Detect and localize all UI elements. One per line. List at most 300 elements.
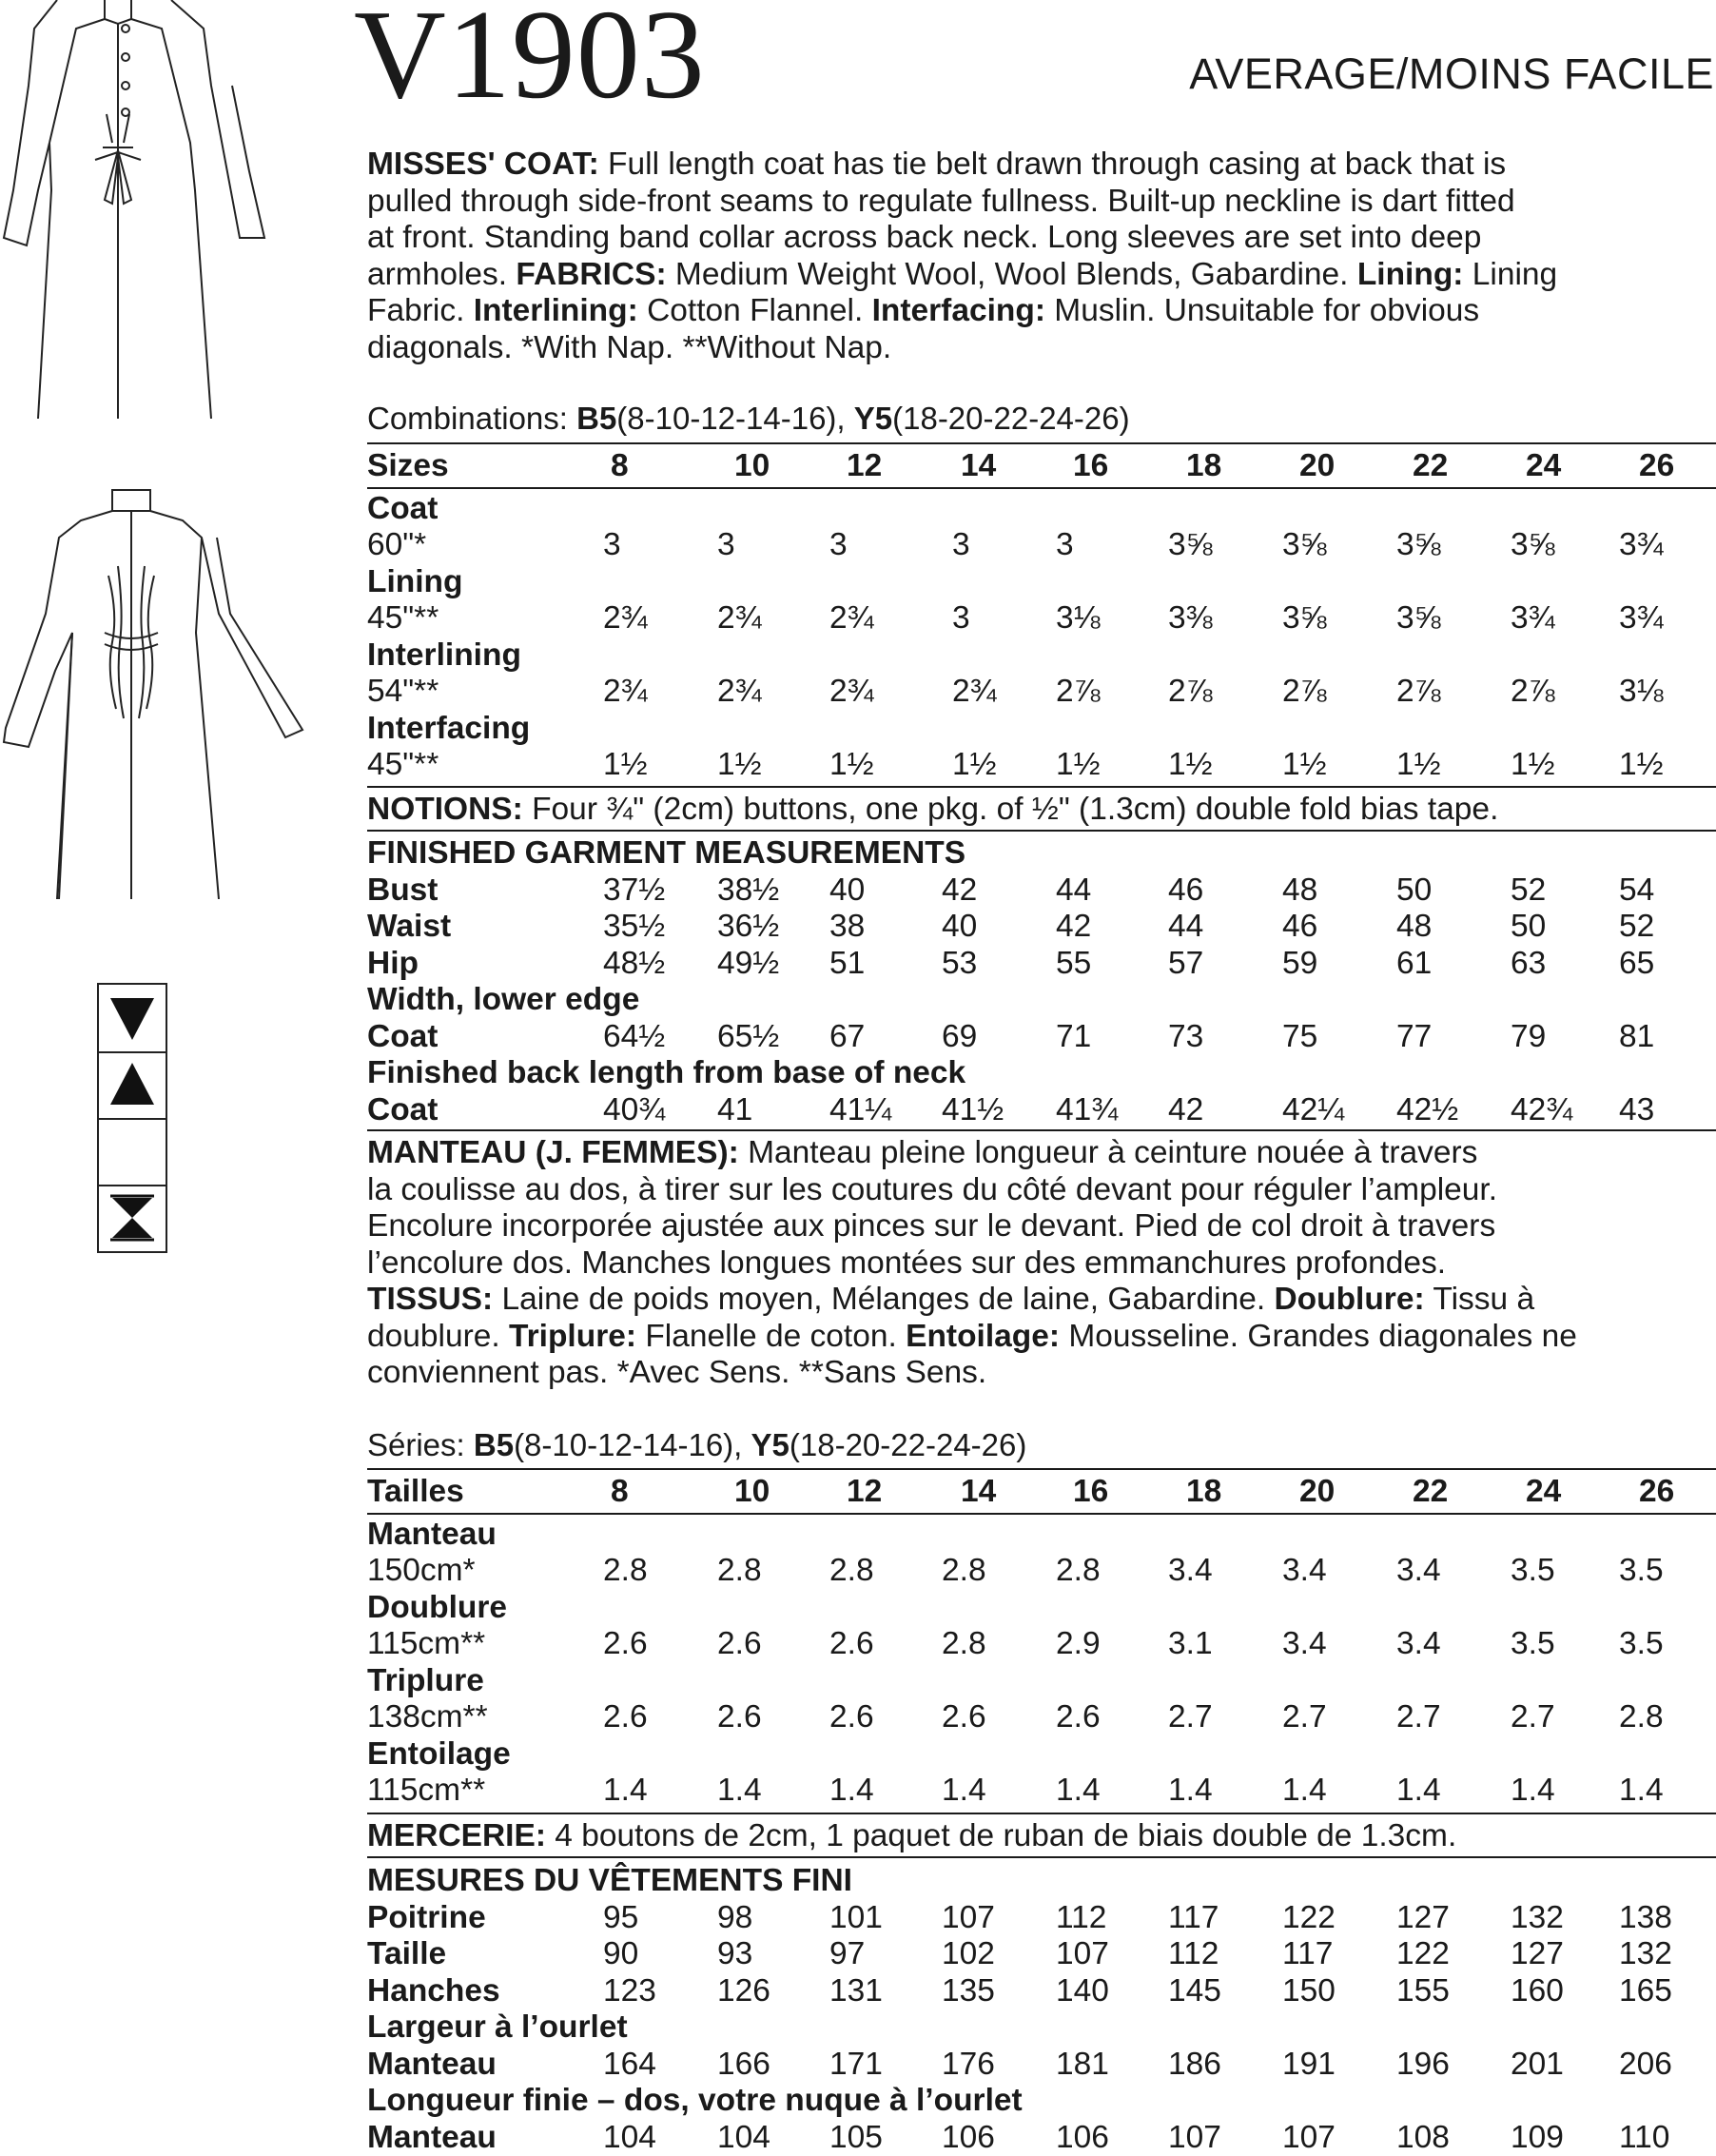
measure-6: 46: [1282, 909, 1318, 944]
fabric-yardage-row: [367, 1626, 1716, 1662]
description-line: [367, 184, 1716, 221]
description-text: at front. Standing band collar across back neck. Long sleeves are set into deep: [367, 220, 1482, 255]
yardage-8: 1½: [1511, 747, 1555, 782]
measure-1: 41: [717, 1091, 753, 1127]
description-text: doublure.: [367, 1318, 509, 1354]
size-14: 14: [961, 1474, 997, 1509]
measure-0: 104: [603, 2119, 656, 2155]
description-bold: FABRICS:: [516, 256, 667, 292]
measure-4: 55: [1056, 945, 1092, 981]
description-text: la coulisse au dos, à tirer sur les coutures du côté devant pour réguler l’ampleur.: [367, 1171, 1498, 1207]
measure-4: 181: [1056, 2046, 1109, 2082]
measure-3: 107: [942, 1899, 995, 1935]
yardage-0: 2¾: [603, 600, 648, 636]
measure-7: 122: [1396, 1936, 1450, 1971]
measure-8: 160: [1511, 1972, 1564, 2009]
measure-7: 155: [1396, 1972, 1450, 2009]
measure-6: 42¼: [1282, 1091, 1345, 1127]
yardage-6: 1½: [1282, 747, 1327, 782]
measure-8: 79: [1511, 1018, 1547, 1054]
table-rule: [367, 1129, 1716, 1131]
yardage-7: 3⅝: [1396, 600, 1441, 636]
description-text: armholes.: [367, 256, 517, 292]
size-16: 16: [1073, 1474, 1109, 1509]
combinations-line: [367, 401, 1130, 437]
combinations-text: Combinations:: [367, 401, 577, 436]
yardage-4: 2.8: [1056, 1553, 1101, 1588]
yardage-5: 3⅜: [1168, 600, 1213, 636]
yardage-1: 2.6: [717, 1626, 762, 1661]
measure-label: Coat: [367, 1018, 439, 1054]
yardage-4: 2.9: [1056, 1626, 1101, 1661]
measure-6: 117: [1282, 1936, 1334, 1971]
combinations-text: (18-20-22-24-26): [892, 401, 1130, 436]
measure-8: 109: [1511, 2119, 1564, 2155]
yardage-0: 3: [603, 527, 621, 562]
measure-label: Coat: [367, 1091, 439, 1127]
measure-6: 150: [1282, 1972, 1336, 2009]
measure-row: [367, 2047, 1716, 2083]
notions-line: [367, 1818, 1456, 1854]
yardage-6: 1.4: [1282, 1773, 1327, 1808]
measure-8: 52: [1511, 872, 1547, 908]
yardage-7: 2⅞: [1396, 674, 1441, 709]
table-rule: [367, 786, 1716, 788]
measure-3: 42: [942, 872, 978, 908]
fabric-name: Coat: [367, 491, 439, 526]
down-triangle-icon: [108, 994, 156, 1042]
description-text: Lining: [1463, 256, 1558, 292]
description-text: Manteau pleine longueur à ceinture nouée à travers: [738, 1135, 1478, 1170]
combinations-bold: B5: [576, 401, 617, 436]
yardage-5: 2⅞: [1168, 674, 1213, 709]
combinations-text: (18-20-22-24-26): [789, 1427, 1027, 1462]
measure-5: 73: [1168, 1018, 1204, 1054]
description-bold: MISSES' COAT:: [367, 147, 599, 182]
measure-title-row: [367, 982, 1716, 1018]
yardage-5: 3⅝: [1168, 527, 1213, 562]
description-text: pulled through side-front seams to regulate fullness. Built-up neckline is dart fitted: [367, 183, 1515, 219]
yardage-7: 1.4: [1396, 1773, 1441, 1808]
fabric-width: 115cm**: [367, 1773, 486, 1808]
description-text: Fabric.: [367, 293, 474, 328]
measure-0: 123: [603, 1972, 656, 2009]
size-12: 12: [847, 448, 883, 483]
yardage-8: 1.4: [1511, 1773, 1555, 1808]
size-10: 10: [734, 448, 770, 483]
measure-7: 61: [1396, 945, 1433, 981]
measure-2: 38: [829, 909, 866, 944]
measure-9: 132: [1619, 1936, 1672, 1971]
measure-7: 77: [1396, 1018, 1433, 1054]
yardage-4: 2⅞: [1056, 674, 1101, 709]
description-bold: TISSUS:: [367, 1282, 494, 1317]
combinations-text: Séries:: [367, 1427, 474, 1462]
yardage-5: 1.4: [1168, 1773, 1213, 1808]
measure-9: 165: [1619, 1972, 1672, 2009]
measure-4: 106: [1056, 2119, 1109, 2155]
measure-title-row: [367, 2083, 1716, 2119]
fabric-name: Entoilage: [367, 1736, 511, 1772]
measure-8: 201: [1511, 2046, 1564, 2082]
measure-5: 117: [1168, 1899, 1219, 1935]
fabric-width: 115cm**: [367, 1626, 486, 1661]
measure-3: 40: [942, 909, 978, 944]
measure-label: Poitrine: [367, 1899, 486, 1935]
description-line: [367, 330, 1716, 367]
description-bold: Interfacing:: [871, 293, 1045, 328]
fabric-yardage-row: [367, 600, 1716, 637]
yardage-9: 3.5: [1619, 1626, 1664, 1661]
yardage-6: 3⅝: [1282, 527, 1327, 562]
yardage-9: 3¾: [1619, 527, 1664, 562]
table-rule: [367, 1513, 1716, 1515]
yardage-3: 3: [952, 600, 970, 636]
up-triangle-icon: [108, 1061, 156, 1108]
measure-3: 102: [942, 1936, 995, 1971]
yardage-3: 2¾: [952, 674, 997, 709]
hourglass-icon: [108, 1194, 156, 1242]
measure-2: 41¼: [829, 1091, 892, 1127]
measure-5: 46: [1168, 872, 1204, 908]
size-8: 8: [611, 1474, 629, 1509]
yardage-1: 1½: [717, 747, 762, 782]
size-20: 20: [1299, 1474, 1336, 1509]
measure-9: 65: [1619, 945, 1655, 981]
fabric-yardage-row: [367, 1773, 1716, 1809]
measure-2: 105: [829, 2119, 883, 2155]
sizes-header-row: [367, 1474, 1716, 1510]
table-rule: [367, 1856, 1716, 1858]
measure-9: 52: [1619, 909, 1655, 944]
measure-0: 40¾: [603, 1091, 666, 1127]
description-line: [367, 220, 1716, 257]
fabric-name-row: [367, 564, 1716, 600]
measure-8: 63: [1511, 945, 1547, 981]
description-text: Full length coat has tie belt drawn through casing at back that is: [598, 147, 1507, 182]
measure-7: 48: [1396, 909, 1433, 944]
measure-title-row: [367, 2009, 1716, 2046]
measure-row: [367, 946, 1716, 982]
description-bold: Doublure:: [1274, 1282, 1425, 1317]
combinations-bold: Y5: [853, 401, 893, 436]
size-24: 24: [1526, 448, 1562, 483]
yardage-7: 2.7: [1396, 1699, 1441, 1735]
yardage-7: 1½: [1396, 747, 1441, 782]
measure-7: 50: [1396, 872, 1433, 908]
measure-3: 41½: [942, 1091, 1004, 1127]
combinations-bold: B5: [473, 1427, 515, 1462]
fabric-name-row: [367, 491, 1716, 527]
finished-title-row: [367, 1863, 1716, 1899]
measure-label: Manteau: [367, 2119, 497, 2155]
measure-4: 140: [1056, 1972, 1109, 2009]
measure-1: 65½: [717, 1018, 780, 1054]
description-text: Flanelle de coton.: [636, 1318, 907, 1354]
measure-0: 90: [603, 1936, 639, 1971]
measure-6: 191: [1282, 2046, 1336, 2082]
yardage-5: 2.7: [1168, 1699, 1213, 1735]
description-bold: Lining:: [1356, 256, 1464, 292]
measure-1: 98: [717, 1899, 753, 1935]
measure-1: 126: [717, 1972, 770, 2009]
yardage-0: 2¾: [603, 674, 648, 709]
combinations-text: (8-10-12-14-16),: [616, 401, 854, 436]
yardage-1: 2¾: [717, 674, 762, 709]
yardage-1: 2.6: [717, 1699, 762, 1735]
yardage-9: 1½: [1619, 747, 1664, 782]
measure-8: 132: [1511, 1899, 1564, 1935]
description-text: diagonals. *With Nap. **Without Nap.: [367, 329, 892, 365]
fabric-name: Triplure: [367, 1663, 484, 1698]
measure-row: [367, 1092, 1716, 1128]
yardage-2: 2.6: [829, 1626, 874, 1661]
measure-row: [367, 872, 1716, 909]
sizes-header-row: [367, 448, 1716, 484]
pattern-markers: [97, 983, 167, 1253]
measure-9: 138: [1619, 1899, 1672, 1935]
table-rule: [367, 487, 1716, 489]
description-text: Tissu à: [1424, 1282, 1535, 1317]
measure-0: 64½: [603, 1018, 666, 1054]
description-bold: Entoilage:: [906, 1318, 1061, 1354]
measure-row: [367, 1019, 1716, 1055]
measure-label: Bust: [367, 872, 439, 908]
description-line: [367, 1208, 1716, 1245]
measure-6: 122: [1282, 1899, 1336, 1935]
description-text: Medium Weight Wool, Wool Blends, Gabardine.: [666, 256, 1357, 292]
measure-1: 38½: [717, 872, 780, 908]
yardage-2: 1.4: [829, 1773, 874, 1808]
size-22: 22: [1413, 448, 1449, 483]
fabric-width: 150cm*: [367, 1553, 476, 1588]
measure-row: [367, 1973, 1716, 2009]
yardage-3: 2.8: [942, 1553, 986, 1588]
measure-5: 186: [1168, 2046, 1221, 2082]
measure-label: Manteau: [367, 2046, 497, 2082]
yardage-8: 2⅞: [1511, 674, 1555, 709]
measure-title: Largeur à l’ourlet: [367, 2009, 628, 2045]
fabric-name: Manteau: [367, 1517, 497, 1552]
description-line: [367, 1319, 1716, 1356]
size-22: 22: [1413, 1474, 1449, 1509]
measure-label: Hanches: [367, 1972, 500, 2009]
size-18: 18: [1186, 1474, 1222, 1509]
fabric-yardage-row: [367, 747, 1716, 783]
measure-5: 107: [1168, 2119, 1221, 2155]
description-line: [367, 1172, 1716, 1209]
measure-8: 50: [1511, 909, 1547, 944]
fabric-name: Lining: [367, 564, 463, 599]
measure-5: 112: [1168, 1936, 1219, 1971]
table-rule: [367, 1813, 1716, 1814]
measure-0: 95: [603, 1899, 639, 1935]
measure-0: 164: [603, 2046, 656, 2082]
measure-1: 49½: [717, 945, 780, 981]
yardage-9: 3.5: [1619, 1553, 1664, 1588]
measure-9: 43: [1619, 1091, 1655, 1127]
measure-1: 93: [717, 1936, 753, 1971]
measure-3: 53: [942, 945, 978, 981]
measure-4: 107: [1056, 1936, 1109, 1971]
measure-8: 42¾: [1511, 1091, 1573, 1127]
measure-row: [367, 1900, 1716, 1936]
yardage-1: 2.8: [717, 1553, 762, 1588]
measure-5: 44: [1168, 909, 1204, 944]
combinations-line: [367, 1427, 1026, 1463]
measure-8: 127: [1511, 1936, 1564, 1971]
yardage-8: 3.5: [1511, 1553, 1555, 1588]
yardage-0: 2.8: [603, 1553, 648, 1588]
yardage-2: 2¾: [829, 674, 874, 709]
sizes-label: Tailles: [367, 1474, 464, 1509]
size-12: 12: [847, 1474, 883, 1509]
measure-7: 42½: [1396, 1091, 1459, 1127]
measure-1: 36½: [717, 909, 780, 944]
measure-6: 75: [1282, 1018, 1318, 1054]
description-line: [367, 147, 1716, 184]
yardage-4: 2.6: [1056, 1699, 1101, 1735]
yardage-1: 2¾: [717, 600, 762, 636]
yardage-5: 3.4: [1168, 1553, 1213, 1588]
yardage-3: 2.8: [942, 1626, 986, 1661]
fabric-yardage-row: [367, 1553, 1716, 1589]
description-text: Encolure incorporée ajustée aux pinces sur le devant. Pied de col droit à travers: [367, 1208, 1496, 1244]
yardage-2: 2¾: [829, 600, 874, 636]
fabric-name: Interlining: [367, 637, 521, 673]
measure-0: 37½: [603, 872, 666, 908]
fabric-width: 60"*: [367, 527, 427, 562]
coat-back-illustration: [0, 480, 314, 899]
difficulty-label: AVERAGE/MOINS FACILE: [1189, 49, 1714, 98]
size-10: 10: [734, 1474, 770, 1509]
table-rule: [367, 1468, 1716, 1470]
size-18: 18: [1186, 448, 1222, 483]
measure-label: Waist: [367, 909, 452, 944]
measure-title: Width, lower edge: [367, 982, 640, 1017]
fabric-yardage-row: [367, 1699, 1716, 1735]
measure-4: 44: [1056, 872, 1092, 908]
description-text: Laine de poids moyen, Mélanges de laine, Gabardine.: [493, 1282, 1275, 1317]
measure-3: 135: [942, 1972, 995, 2009]
yardage-3: 1½: [952, 747, 997, 782]
measure-2: 67: [829, 1018, 866, 1054]
yardage-3: 3: [952, 527, 970, 562]
description-bold: Interlining:: [473, 293, 638, 328]
measure-row: [367, 909, 1716, 945]
measure-2: 51: [829, 945, 866, 981]
yardage-6: 3.4: [1282, 1626, 1327, 1661]
yardage-6: 2.7: [1282, 1699, 1327, 1735]
description-line: [367, 293, 1716, 330]
measure-4: 71: [1056, 1018, 1092, 1054]
description-text: Mousseline. Grandes diagonales ne: [1060, 1318, 1577, 1354]
measure-3: 176: [942, 2046, 995, 2082]
size-16: 16: [1073, 448, 1109, 483]
fabric-yardage-row: [367, 674, 1716, 710]
fabric-name-row: [367, 637, 1716, 674]
fabric-name: Interfacing: [367, 711, 531, 746]
description-line: [367, 1245, 1716, 1283]
yardage-2: 2.6: [829, 1699, 874, 1735]
measure-2: 131: [829, 1972, 883, 2009]
measure-6: 59: [1282, 945, 1318, 981]
measure-title-row: [367, 1055, 1716, 1091]
measure-2: 171: [829, 2046, 883, 2082]
yardage-4: 3: [1056, 527, 1074, 562]
measure-4: 41¾: [1056, 1091, 1119, 1127]
yardage-5: 1½: [1168, 747, 1213, 782]
fabric-width: 45"**: [367, 600, 439, 636]
fabric-name-row: [367, 1663, 1716, 1699]
description-line: [367, 1355, 1716, 1392]
yardage-4: 1½: [1056, 747, 1101, 782]
description-text: Muslin. Unsuitable for obvious: [1044, 293, 1480, 328]
yardage-1: 1.4: [717, 1773, 762, 1808]
measure-9: 54: [1619, 872, 1655, 908]
measure-9: 81: [1619, 1018, 1655, 1054]
measure-0: 35½: [603, 909, 666, 944]
sizes-label: Sizes: [367, 448, 449, 483]
measure-label: Taille: [367, 1936, 447, 1971]
yardage-0: 2.6: [603, 1626, 648, 1661]
table-rule: [367, 442, 1716, 444]
yardage-9: 2.8: [1619, 1699, 1664, 1735]
description-line: [367, 1282, 1716, 1319]
measure-5: 145: [1168, 1972, 1221, 2009]
measure-title: Longueur finie – dos, votre nuque à l’ourlet: [367, 2083, 1023, 2118]
yardage-0: 2.6: [603, 1699, 648, 1735]
fabric-name-row: [367, 1590, 1716, 1626]
yardage-3: 1.4: [942, 1773, 986, 1808]
yardage-6: 2⅞: [1282, 674, 1327, 709]
notions-bold: NOTIONS:: [367, 792, 523, 827]
yardage-5: 3.1: [1168, 1626, 1213, 1661]
measure-1: 166: [717, 2046, 770, 2082]
measure-2: 40: [829, 872, 866, 908]
finished-title-row: [367, 835, 1716, 872]
measure-1: 104: [717, 2119, 770, 2155]
measure-title: Finished back length from base of neck: [367, 1055, 966, 1090]
measure-9: 110: [1619, 2119, 1670, 2155]
coat-front-illustration: [0, 0, 285, 419]
measure-6: 48: [1282, 872, 1318, 908]
measure-3: 69: [942, 1018, 978, 1054]
combinations-text: (8-10-12-14-16),: [514, 1427, 751, 1462]
description-text: Cotton Flannel.: [637, 293, 872, 328]
fabric-width: 138cm**: [367, 1699, 488, 1735]
measure-7: 127: [1396, 1899, 1450, 1935]
combinations-bold: Y5: [751, 1427, 790, 1462]
measure-7: 196: [1396, 2046, 1450, 2082]
finished-title: FINISHED GARMENT MEASUREMENTS: [367, 835, 966, 871]
fabric-name-row: [367, 1736, 1716, 1773]
measure-row: [367, 2120, 1716, 2156]
size-14: 14: [961, 448, 997, 483]
notions-text: 4 boutons de 2cm, 1 paquet de ruban de biais double de 1.3cm.: [545, 1818, 1457, 1853]
yardage-3: 2.6: [942, 1699, 986, 1735]
yardage-0: 1.4: [603, 1773, 648, 1808]
yardage-7: 3⅝: [1396, 527, 1441, 562]
yardage-0: 1½: [603, 747, 648, 782]
notions-bold: MERCERIE:: [367, 1818, 546, 1853]
measure-6: 107: [1282, 2119, 1336, 2155]
notions-line: [367, 792, 1498, 828]
fabric-yardage-row: [367, 527, 1716, 563]
measure-3: 106: [942, 2119, 995, 2155]
fabric-name-row: [367, 1517, 1716, 1553]
fabric-width: 45"**: [367, 747, 439, 782]
